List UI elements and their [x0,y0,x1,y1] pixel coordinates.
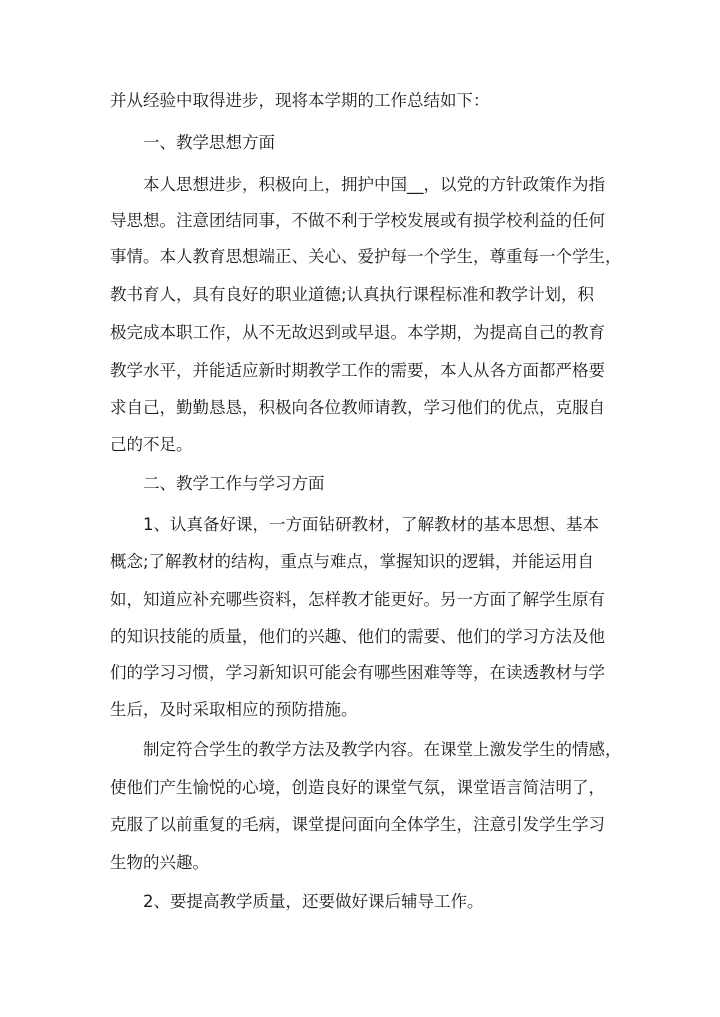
text-line: 的知识技能的质量，他们的兴趣、他们的需要、他们的学习方法及他 [110,627,605,646]
text-line: 生后，及时采取相应的预防措施。 [110,700,358,719]
text-line: 2、要提高教学质量，还要做好课后辅导工作。 [143,892,484,911]
text-line: 如，知道应补充哪些资料，怎样教才能更好。另一方面了解学生原有 [110,590,605,609]
text-line: 极完成本职工作，从不无故迟到或早退。本学期，为提高自己的教育 [110,323,605,342]
text-line: 求自己，勤勤恳恳，积极向各位教师请教，学习他们的优点，克服自 [110,398,605,417]
text-line: 制定符合学生的教学方法及教学内容。在课堂上激发学生的情感， [143,740,622,759]
text-line: 本人思想进步，积极向上，拥护中国__，以党的方针政策作为指 [143,175,605,194]
section-heading: 一、教学思想方面 [143,133,275,152]
text-line: 使他们产生愉悦的心境，创造良好的课堂气氛，课堂语言简洁明了， [110,778,605,797]
text-line: 们的学习习惯，学习新知识可能会有哪些困难等等，在读透教材与学 [110,663,605,682]
text-line: 事情。本人教育思想端正、关心、爱护每一个学生，尊重每一个学生， [110,247,622,266]
section-heading: 二、教学工作与学习方面 [143,474,325,493]
text-line: 己的不足。 [110,435,193,454]
text-line: 并从经验中取得进步，现将本学期的工作总结如下： [110,91,490,110]
text-line: 1、认真备好课，一方面钻研教材，了解教材的基本思想、基本 [143,515,599,534]
text-line: 概念;了解教材的结构，重点与难点，掌握知识的逻辑，并能运用自 [110,552,595,571]
text-line: 教书育人，具有良好的职业道德;认真执行课程标准和教学计划，积 [110,285,595,304]
text-line: 生物的兴趣。 [110,853,209,872]
text-line: 导思想。注意团结同事，不做不利于学校发展或有损学校利益的任何 [110,211,605,230]
text-line: 教学水平，并能适应新时期教学工作的需要，本人从各方面都严格要 [110,361,605,380]
text-line: 克服了以前重复的毛病，课堂提问面向全体学生，注意引发学生学习 [110,815,605,834]
